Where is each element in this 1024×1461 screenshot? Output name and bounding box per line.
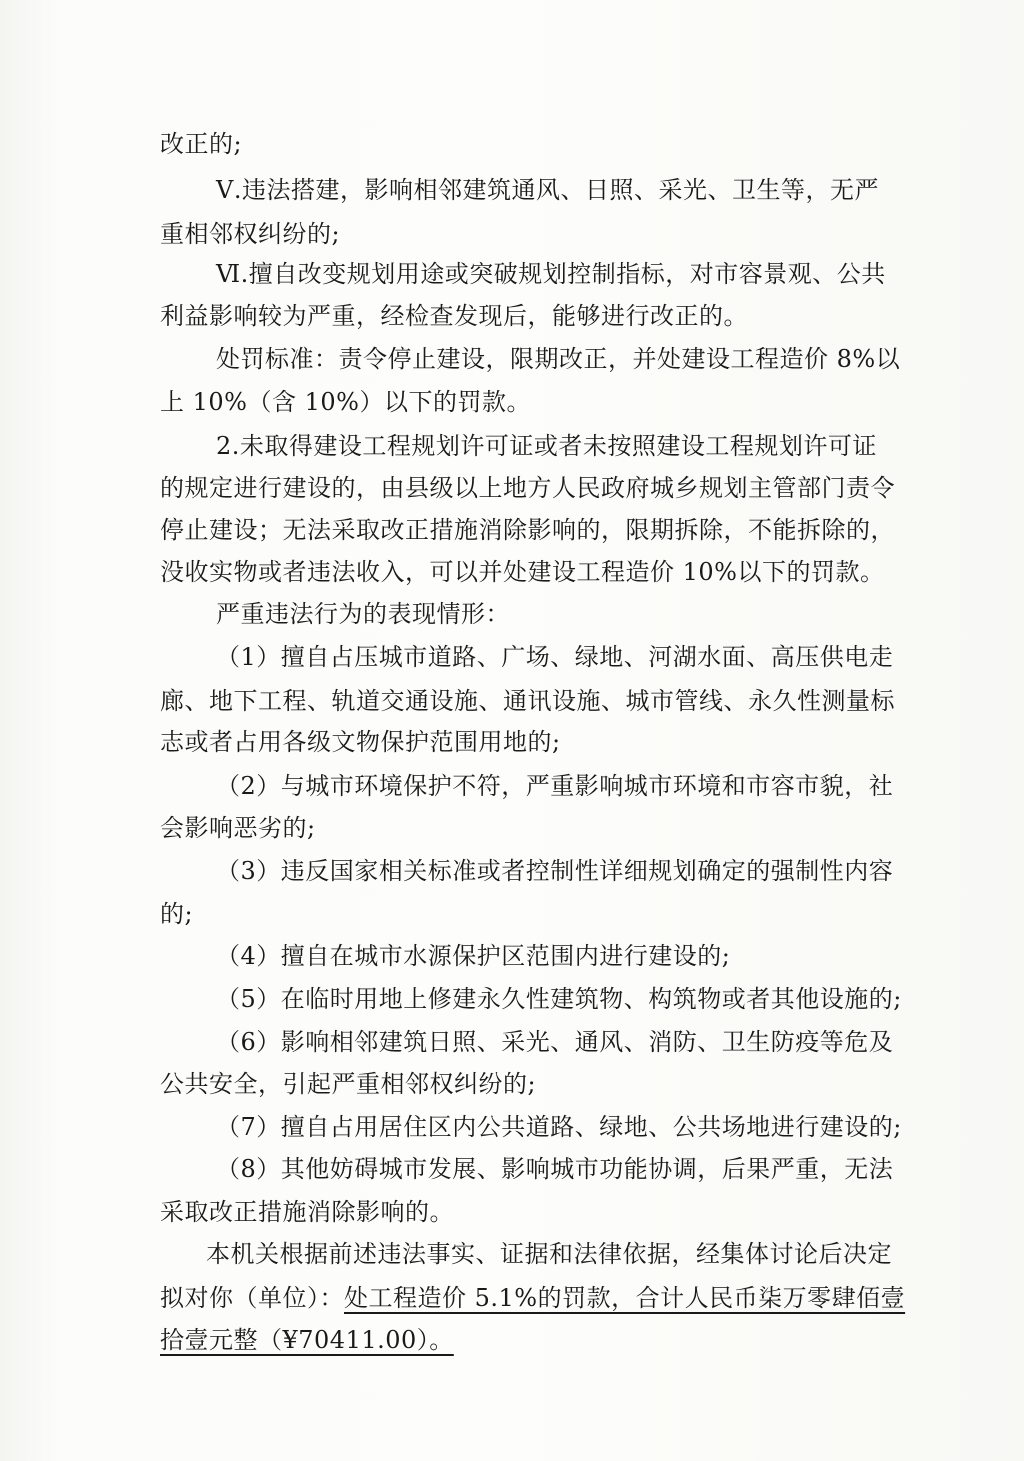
text-line: 没收实物或者违法收入，可以并处建设工程造价 10%以下的罚款。 xyxy=(160,558,885,586)
text-line: Ⅵ.擅自改变规划用途或突破规划控制指标，对市容景观、公共 xyxy=(216,260,886,288)
decision-prefix: 拟对你（单位）： xyxy=(160,1284,344,1312)
text-line: 上 10%（含 10%）以下的罚款。 xyxy=(160,388,531,416)
text-line: 处罚标准：责令停止建设，限期改正，并处建设工程造价 8%以 xyxy=(216,345,901,373)
decision-line xyxy=(160,1274,906,1322)
text-line: （1）擅自占压城市道路、广场、绿地、河湖水面、高压供电走 xyxy=(216,643,894,671)
text-line: 廊、地下工程、轨道交通设施、通讯设施、城市管线、永久性测量标 xyxy=(160,687,895,715)
text-line: （6）影响相邻建筑日照、采光、通风、消防、卫生防疫等危及 xyxy=(216,1028,894,1056)
text-line: （7）擅自占用居住区内公共道路、绿地、公共场地进行建设的; xyxy=(216,1113,902,1141)
text-line: 志或者占用各级文物保护范围用地的; xyxy=(160,728,561,756)
text-line: （3）违反国家相关标准或者控制性详细规划确定的强制性内容 xyxy=(216,857,894,885)
text-line: 2.未取得建设工程规划许可证或者未按照建设工程规划许可证 xyxy=(216,432,877,460)
text-line: 重相邻权纠纷的; xyxy=(160,220,341,248)
text-line: Ⅴ.违法搭建，影响相邻建筑通风、日照、采光、卫生等，无严 xyxy=(216,176,879,204)
text-line: 利益影响较为严重，经检查发现后，能够进行改正的。 xyxy=(160,302,748,330)
text-line: （8）其他妨碍城市发展、影响城市功能协调，后果严重，无法 xyxy=(216,1155,894,1183)
text-line: （2）与城市环境保护不符，严重影响城市环境和市容市貌，社 xyxy=(216,772,894,800)
text-line: 本机关根据前述违法事实、证据和法律依据，经集体讨论后决定 xyxy=(206,1240,892,1268)
text-line: 的; xyxy=(160,900,194,928)
text-line: 的规定进行建设的，由县级以上地方人民政府城乡规划主管部门责令 xyxy=(160,474,895,502)
text-line: 停止建设；无法采取改正措施消除影响的，限期拆除，不能拆除的， xyxy=(160,516,895,544)
text-line: 公共安全，引起严重相邻权纠纷的; xyxy=(160,1070,537,1098)
text-line: （5）在临时用地上修建永久性建筑物、构筑物或者其他设施的; xyxy=(216,985,902,1013)
text-line: 严重违法行为的表现情形： xyxy=(216,600,510,628)
decision-line-end xyxy=(160,1316,900,1364)
text-line: （4）擅自在城市水源保护区范围内进行建设的; xyxy=(216,942,731,970)
text-line: 改正的; xyxy=(160,130,243,158)
decision-amount-underlined: 处工程造价 5.1%的罚款，合计人民币柒万零肆佰壹 xyxy=(344,1284,906,1312)
decision-amount-total: 拾壹元整（¥70411.00）。 xyxy=(160,1326,454,1354)
text-line: 采取改正措施消除影响的。 xyxy=(160,1198,454,1226)
text-line: 会影响恶劣的; xyxy=(160,814,316,842)
